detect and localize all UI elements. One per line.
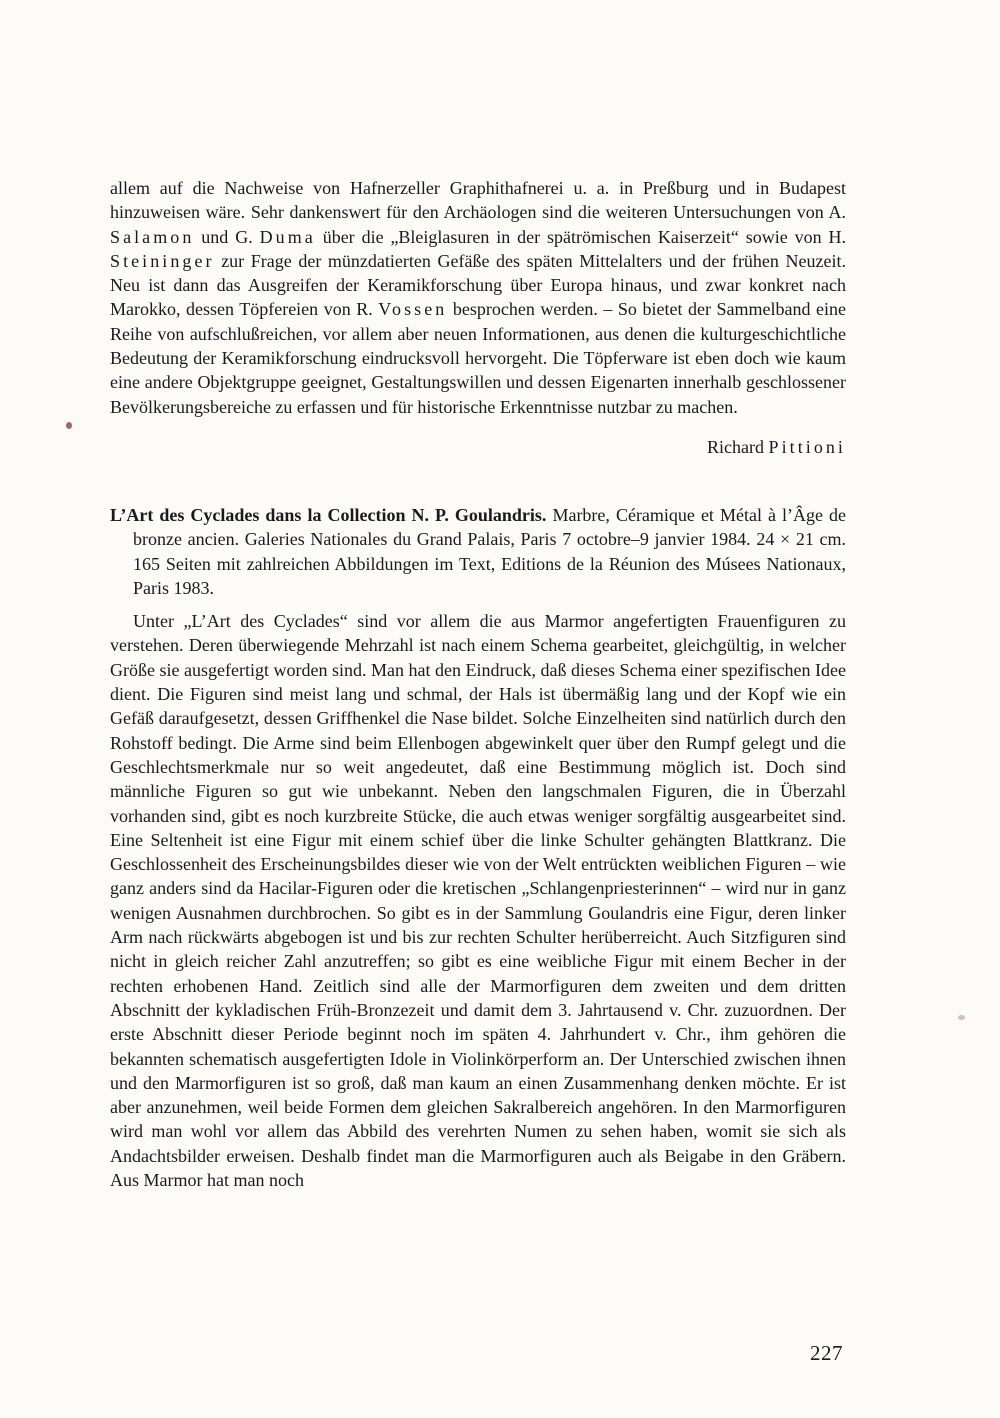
scan-artifact-speck (66, 422, 72, 429)
reviewer-signature: Richard Pittioni (707, 436, 846, 457)
review-body-paragraph: Unter „L’Art des Cyclades“ sind vor allem die aus Marmor angefertigten Frauenfiguren zu verstehen. Deren überwiegende Mehrzahl ist nach einem Schema gearbeitet, gleichgültig, in welcher Größe sie ausgefertigt worden sind. Man hat den Eindruck, daß dieses Schema einer spezifischen Idee dient. Die Figuren sind meist lang und schmal, der Hals ist übermäßig lang und der Kopf wie ein Gefäß daraufgesetzt, dessen Griffhenkel die Nase bildet. Solche Einzelheiten sind natürlich durch den Rohstoff bedingt. Die Arme sind beim Ellenbogen abgewinkelt quer über den Rumpf gelegt und die Geschlechtsmerkmale nur so weit angedeutet, daß eine Bestimmung möglich ist. Doch sind männliche Figuren so gut wie unbekannt. Neben den langschmalen Figuren, die in Überzahl vorhanden sind, gibt es noch kurzbreite Stücke, die auch etwas weniger sorgfältig ausgearbeitet sind. Eine Seltenheit ist eine Figur mit einem schief über die linke Schulter gehängten Blattkranz. Die Geschlossenheit des Erscheinungsbildes dieser wie von der Welt entrückten weiblichen Figuren – wie ganz anders sind da Hacilar-Figuren oder die kretischen „Schlangenpriesterinnen“ – wird nur in ganz wenigen Ausnahmen durchbrochen. So gibt es in der Sammlung Goulandris eine Figur, deren linker Arm nach rückwärts abgebogen ist und bis zur rechten Schulter herüberreicht. Auch Sitzfiguren sind nicht in gleich reicher Zahl anzutreffen; so gibt es eine weibliche Figur mit einem Becher in der rechten erhobenen Hand. Zeitlich sind alle der Marmorfiguren dem zweiten und dem dritten Abschnitt der kykladischen Früh-Bronzezeit und damit dem 3. Jahrtausend v. Chr. zuzuordnen. Der erste Abschnitt dieser Periode beginnt noch im späten 4. Jahrhundert v. Chr., ihm gehören die bekannten schematisch ausgefertigten Idole in Violinkörperform an. Der Unterschied zwischen ihnen und den Marmorfiguren ist so groß, daß man kaum an einen Zusammenhang denken möchte. Er ist aber anzunehmen, weil beide Formen dem gleichen Sakralbereich angehören. In den Marmorfiguren wird man wohl vor allem das Abbild des verehrten Numen zu sehen haben, womit sie sich als Andachtsbilder erweisen. Deshalb findet man die Marmorfiguren auch als Beigabe in den Gräbern. Aus Marmor hat man noch (110, 611, 846, 1190)
scan-artifact-speck (958, 1015, 965, 1020)
page-number: 227 (810, 1341, 843, 1365)
review-closing-paragraph: allem auf die Nachweise von Hafnerzeller Graphithafnerei u. a. in Preßburg und in Budapest hinzuweisen wäre. Sehr dankenswert für den Archäologen sind die weiteren Untersuchungen von A. Salamon und G. Duma über die „Bleiglasuren in der spätrömischen Kaiserzeit“ sowie von H. Steininger zur Frage der münzdatierten Gefäße des späten Mittelalters und der frühen Neuzeit. Neu ist dann das Ausgreifen der Keramikforschung über Europa hinaus, und zwar konkret nach Marokko, dessen Töpfereien von R. Vossen besprochen werden. – So bietet der Sammelband eine Reihe von aufschlußreichen, vor allem aber neuen Informationen, aus denen die kulturgeschichtliche Bedeutung der Keramikforschung eindrucksvoll hervorgeht. Die Töpferware ist eben doch wie kaum eine andere Objektgruppe geeignet, Gestaltungswillen und dessen Eigenarten innerhalb geschlossener Bevölkerungsbereiche zu erfassen und für historische Erkenntnisse nutzbar zu machen. (110, 178, 847, 417)
text-column (110, 176, 846, 1192)
book-citation: L’Art des Cyclades dans la Collection N. P. Goulandris. Marbre, Céramique et Métal à l’Âge de bronze ancien. Galeries Nationales du Grand Palais, Paris 7 octobre–9 janvier 1984. 24 × 21 cm. 165 Seiten mit zahlreichen Abbildungen im Text, Editions de la Réunion des Músees Nationaux, Paris 1983. (110, 504, 846, 598)
